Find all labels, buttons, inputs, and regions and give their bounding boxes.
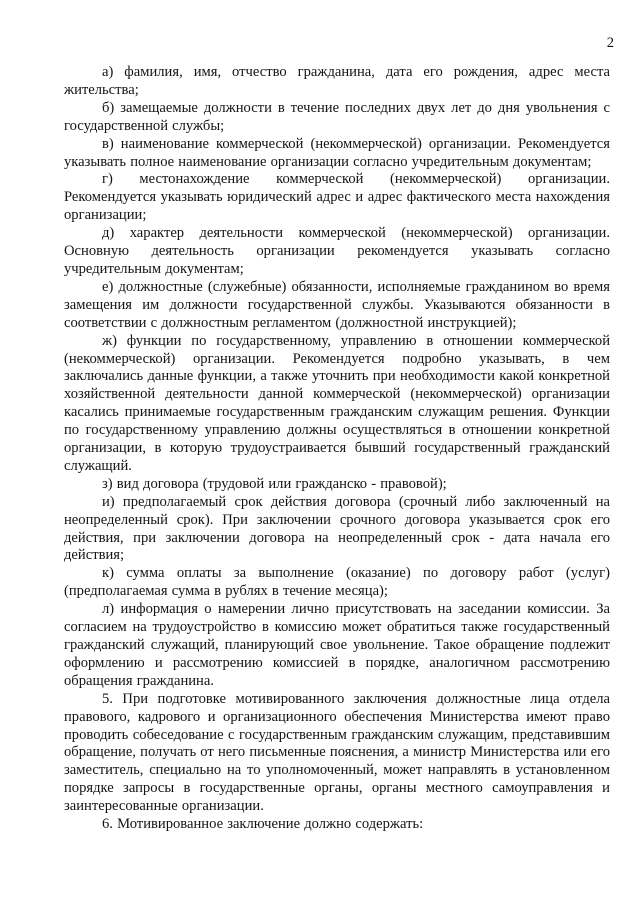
paragraph-z: з) вид договора (трудовой или гражданско - правовой); — [102, 475, 447, 492]
paragraph-d: д) характер деятельности коммерческой (некоммерческой) организации. Основную деятельность организации рекомендуется указывать согласно учредительным документам; — [64, 225, 610, 277]
document-body — [64, 64, 610, 834]
paragraph-i: и) предполагаемый срок действия договора (срочный либо заключенный на неопределенный срок). При заключении срочного договора указывается срок его действия, при заключении договора на неопределенный срок - дата начала его действия; — [64, 493, 610, 564]
paragraph-zh: ж) функции по государственному, управлению в отношении коммерческой (некоммерческой) организации. Рекомендуется подробно указывать, в чем заключались данные функции, а также уточнить при необходимости какой конкретной хозяйственной деятельности данной коммерческой (некоммерческой) организации касались принимаемые государственным гражданским служащим решения. Функции по государственному управлению должны осуществляться в отношении конкретной организации, в которую трудоустраивается бывший государственный гражданский служащий. — [64, 332, 610, 474]
page-number: 2 — [606, 35, 614, 51]
paragraph-6: 6. Мотивированное заключение должно содержать: — [102, 816, 424, 833]
paragraph-l: л) информация о намерении лично присутствовать на заседании комиссии. За согласием на трудоустройство в комиссию может обратиться также государственный гражданский служащий, планирующий свое увольнение. Такое обращение подлежит оформлению и рассмотрению комиссией в порядке, аналогичном рассмотрению обращения гражданина. — [64, 601, 610, 689]
paragraph-v: в) наименование коммерческой (некоммерческой) организации. Рекомендуется указывать полное наименование организации согласно учредительным документам; — [64, 135, 610, 170]
paragraph-b: б) замещаемые должности в течение последних двух лет до дня увольнения с государственной службы; — [64, 99, 610, 134]
paragraph-e: е) должностные (служебные) обязанности, исполняемые гражданином во время замещения им должности государственной службы. Указываются обязанности в соответствии с должностным регламентом (должностной инструкцией); — [64, 278, 610, 331]
paragraph-a: а) фамилия, имя, отчество гражданина, дата его рождения, адрес места жительства; — [64, 64, 610, 98]
paragraph-k: к) сумма оплаты за выполнение (оказание) по договору работ (услуг) (предполагаемая сумма в рублях в течение месяца); — [64, 565, 610, 600]
paragraph-g: г) местонахождение коммерческой (некоммерческой) организации. Рекомендуется указывать юридический адрес и адрес фактического места нахождения организации; — [64, 171, 610, 224]
paragraph-5: 5. При подготовке мотивированного заключения должностные лица отдела правового, кадрового и организационного обеспечения Министерства имеют право проводить собеседование с государственным гражданским служащим, представившим обращение, получать от него письменные пояснения, а министр Министерства или его заместитель, специально на то уполномоченный, может направлять в установленном порядке запросы в государственные органы, органы местного самоуправления и заинтересованные организации. — [64, 690, 610, 815]
